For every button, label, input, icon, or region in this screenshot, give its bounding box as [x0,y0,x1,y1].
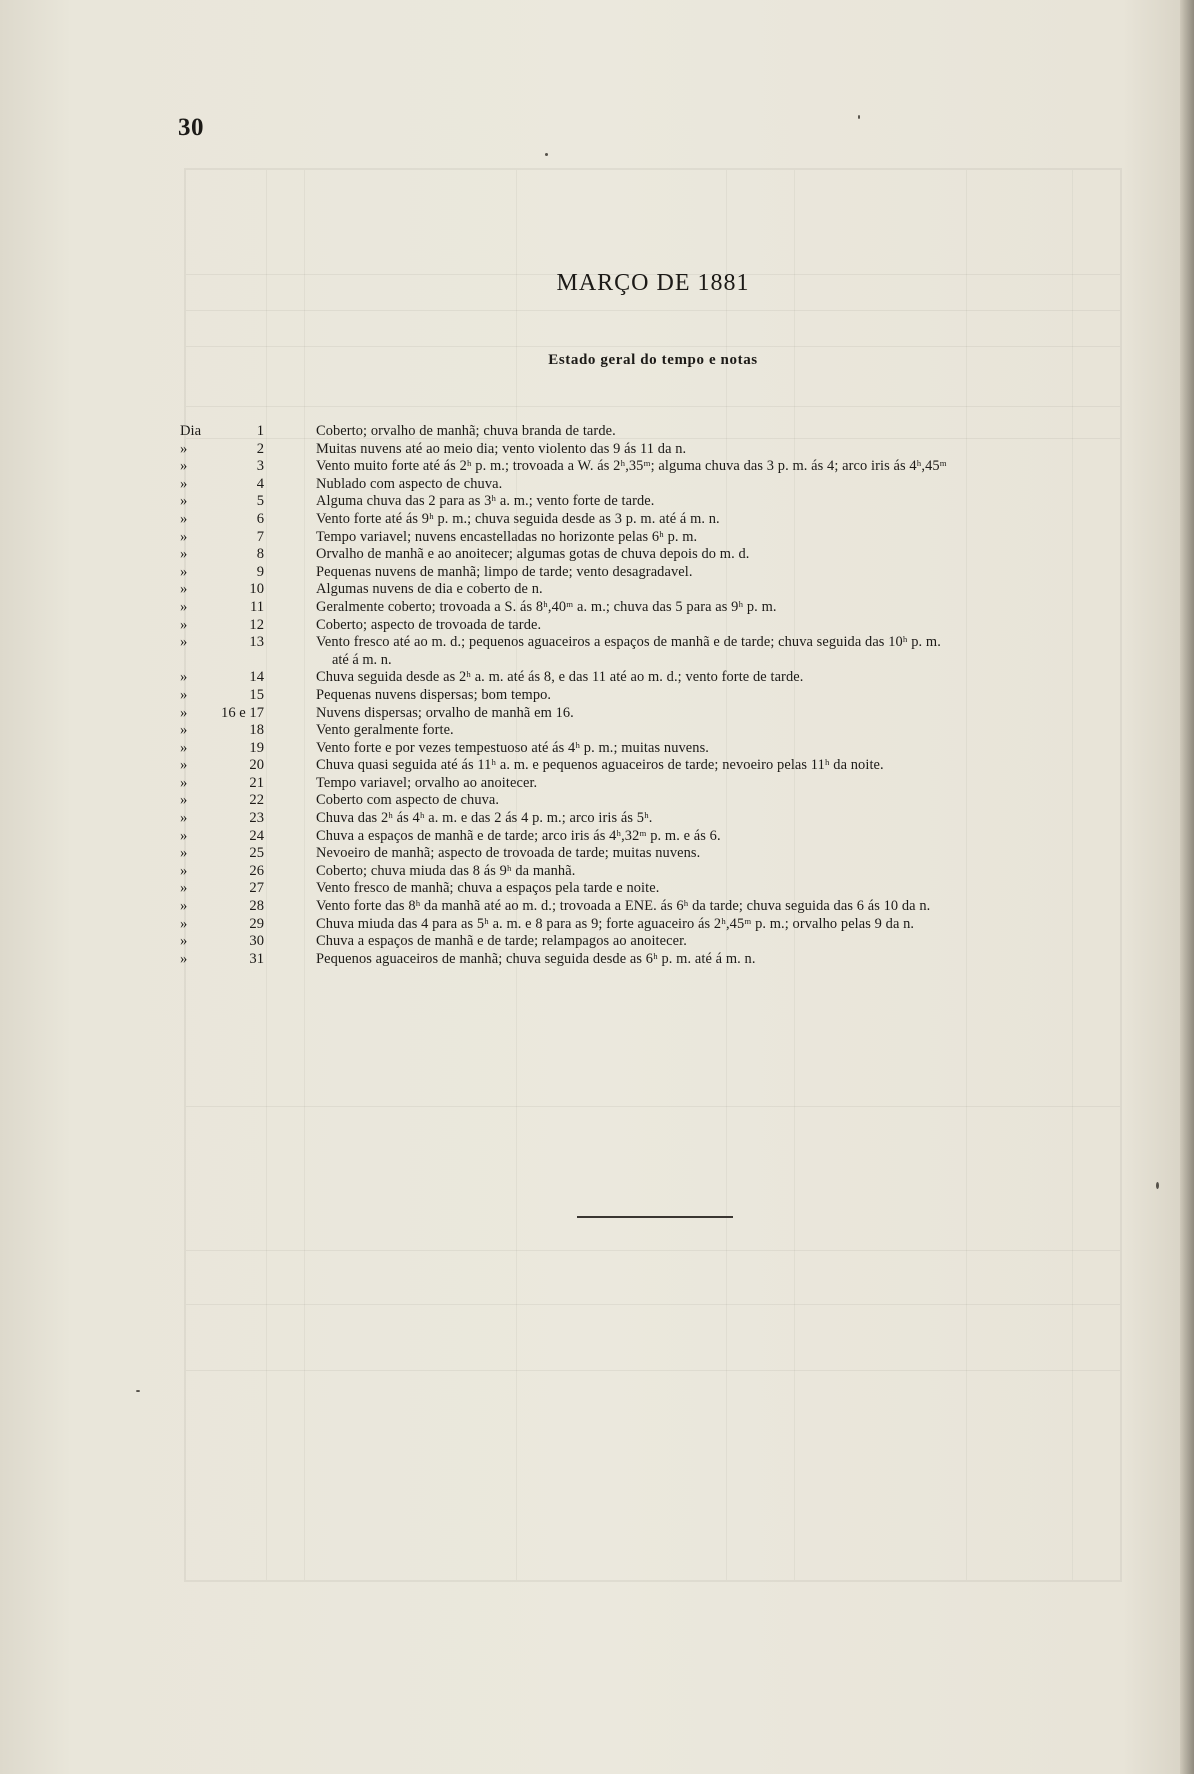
day-number: 3 [256,458,264,475]
day-prefix: » [180,898,188,915]
day-prefix: » [180,950,188,967]
list-item [0,564,1194,582]
section-subtitle: Estado geral do tempo e notas [548,352,758,368]
weather-note: Vento muito forte até ás 2ʰ p. m.; trovoada a W. ás 2ʰ,35ᵐ; alguma chuva das 3 p. m. ás 4; arco iris ás 4ʰ,45ᵐ [316,458,947,475]
weather-note: Orvalho de manhã e ao anoitecer; algumas gotas de chuva depois do m. d. [316,546,750,563]
day-number: 8 [256,546,264,563]
list-item [0,493,1194,511]
day-number: 10 [249,581,264,598]
page-title: MARÇO DE 1881 [556,270,750,296]
list-item [0,511,1194,529]
day-prefix: » [180,440,188,457]
weather-note: Coberto com aspecto de chuva. [316,792,500,809]
weather-note: Geralmente coberto; trovoada a S. ás 8ʰ,40ᵐ a. m.; chuva das 5 para as 9ʰ p. m. [316,598,777,615]
day-number: 7 [256,528,264,545]
day-prefix: » [180,686,188,703]
list-item [0,458,1194,476]
day-number: 28 [249,898,264,915]
list-item [0,423,1194,441]
list-item [0,757,1194,775]
day-number: 9 [256,563,264,580]
day-prefix: » [180,792,188,809]
paper-speck [1156,1182,1159,1189]
day-number: 4 [256,475,264,492]
weather-note: Nevoeiro de manhã; aspecto de trovoada de tarde; muitas nuvens. [316,845,701,862]
list-item [0,705,1194,723]
day-number: 14 [249,669,264,686]
day-number: 25 [249,845,264,862]
day-prefix: » [180,862,188,879]
list-item [0,775,1194,793]
page-number: 30 [178,114,204,141]
day-number: 24 [249,827,264,844]
weather-note: Pequenas nuvens dispersas; bom tempo. [316,686,552,703]
weather-note: Vento geralmente forte. [316,722,454,739]
weather-note: Vento fresco até ao m. d.; pequenos aguaceiros a espaços de manhã e de tarde; chuva seguida das 10ʰ p. m. [316,634,941,651]
day-number: 1 [256,423,264,439]
weather-note: Tempo variavel; orvalho ao anoitecer. [316,774,538,791]
list-item [0,617,1194,635]
day-number: 21 [249,774,264,791]
day-prefix: » [180,704,188,721]
day-prefix: » [180,739,188,756]
day-number: 23 [249,810,264,827]
weather-note: Muitas nuvens até ao meio dia; vento violento das 9 ás 11 da n. [316,440,687,457]
list-item [0,687,1194,705]
list-item [0,792,1194,810]
weather-notes-list [0,423,1194,968]
list-item [0,634,1194,669]
list-item [0,933,1194,951]
day-prefix: » [180,634,188,651]
list-item [0,845,1194,863]
weather-note: Vento fresco de manhã; chuva a espaços pela tarde e noite. [316,880,660,897]
day-number: 18 [249,722,264,739]
day-number: 13 [249,634,264,651]
list-item [0,529,1194,547]
day-number: 27 [249,880,264,897]
day-number: 20 [249,757,264,774]
list-item [0,898,1194,916]
day-prefix: » [180,528,188,545]
day-number: 31 [249,950,264,967]
day-prefix: » [180,880,188,897]
day-number: 11 [249,598,264,615]
weather-note: Vento forte das 8ʰ da manhã até ao m. d.; trovoada a ENE. ás 6ʰ da tarde; chuva seguida das 6 ás 10 da n. [316,898,931,915]
weather-note: Pequenas nuvens de manhã; limpo de tarde; vento desagradavel. [316,563,693,580]
day-number: 5 [256,493,264,510]
day-prefix: » [180,581,188,598]
weather-note: Vento forte até ás 9ʰ p. m.; chuva seguida desde as 3 p. m. até á m. n. [316,510,720,527]
list-item [0,810,1194,828]
list-item [0,581,1194,599]
day-number: 22 [249,792,264,809]
list-item [0,599,1194,617]
list-item [0,441,1194,459]
closing-rule [577,1216,733,1218]
weather-note: Chuva a espaços de manhã e de tarde; relampagos ao anoitecer. [316,933,687,950]
weather-note: Coberto; orvalho de manhã; chuva branda de tarde. [316,423,616,439]
day-prefix: » [180,546,188,563]
list-item [0,740,1194,758]
day-number: 2 [256,440,264,457]
list-item [0,476,1194,494]
day-prefix: » [180,458,188,475]
weather-note: Chuva das 2ʰ ás 4ʰ a. m. e das 2 ás 4 p. m.; arco iris ás 5ʰ. [316,810,653,827]
day-prefix: » [180,774,188,791]
day-prefix: » [180,669,188,686]
day-prefix: » [180,598,188,615]
weather-note: Coberto; aspecto de trovoada de tarde. [316,616,542,633]
day-prefix: » [180,616,188,633]
day-prefix: Dia [180,423,202,439]
day-prefix: » [180,510,188,527]
list-item [0,863,1194,881]
weather-note: Chuva quasi seguida até ás 11ʰ a. m. e pequenos aguaceiros de tarde; nevoeiro pelas 11ʰ da noite. [316,757,884,774]
list-item [0,669,1194,687]
paper-speck [545,153,548,156]
day-prefix: » [180,915,188,932]
weather-note: Nublado com aspecto de chuva. [316,475,503,492]
weather-note: Coberto; chuva miuda das 8 ás 9ʰ da manhã. [316,862,576,879]
list-item [0,722,1194,740]
day-prefix: » [180,845,188,862]
weather-note: Chuva miuda das 4 para as 5ʰ a. m. e 8 para as 9; forte aguaceiro ás 2ʰ,45ᵐ p. m.; orvalho pelas 9 da n. [316,915,915,932]
weather-note: Vento forte e por vezes tempestuoso até ás 4ʰ p. m.; muitas nuvens. [316,739,709,756]
day-number: 30 [249,933,264,950]
day-prefix: » [180,493,188,510]
day-number: 16 e 17 [221,704,264,721]
day-prefix: » [180,475,188,492]
day-number: 15 [249,686,264,703]
day-prefix: » [180,933,188,950]
day-number: 26 [249,862,264,879]
day-prefix: » [180,563,188,580]
day-number: 29 [249,915,264,932]
paper-speck [136,1390,140,1392]
day-prefix: » [180,722,188,739]
weather-note: Pequenos aguaceiros de manhã; chuva seguida desde as 6ʰ p. m. até á m. n. [316,950,756,967]
weather-note: Chuva seguida desde as 2ʰ a. m. até ás 8, e das 11 até ao m. d.; vento forte de tarde. [316,669,804,686]
day-number: 19 [249,739,264,756]
day-prefix: » [180,757,188,774]
weather-note: Tempo variavel; nuvens encastelladas no horizonte pelas 6ʰ p. m. [316,528,698,545]
list-item [0,546,1194,564]
weather-note: Algumas nuvens de dia e coberto de n. [316,581,543,598]
day-prefix: » [180,810,188,827]
day-number: 12 [249,616,264,633]
paper-speck [858,115,860,119]
weather-note: Chuva a espaços de manhã e de tarde; arco iris ás 4ʰ,32ᵐ p. m. e ás 6. [316,827,721,844]
list-item [0,916,1194,934]
list-item [0,880,1194,898]
list-item [0,828,1194,846]
weather-note-continuation: até á m. n. [332,651,392,668]
weather-note: Nuvens dispersas; orvalho de manhã em 16. [316,704,574,721]
list-item [0,951,1194,969]
day-number: 6 [256,510,264,527]
weather-note: Alguma chuva das 2 para as 3ʰ a. m.; vento forte de tarde. [316,493,655,510]
day-prefix: » [180,827,188,844]
